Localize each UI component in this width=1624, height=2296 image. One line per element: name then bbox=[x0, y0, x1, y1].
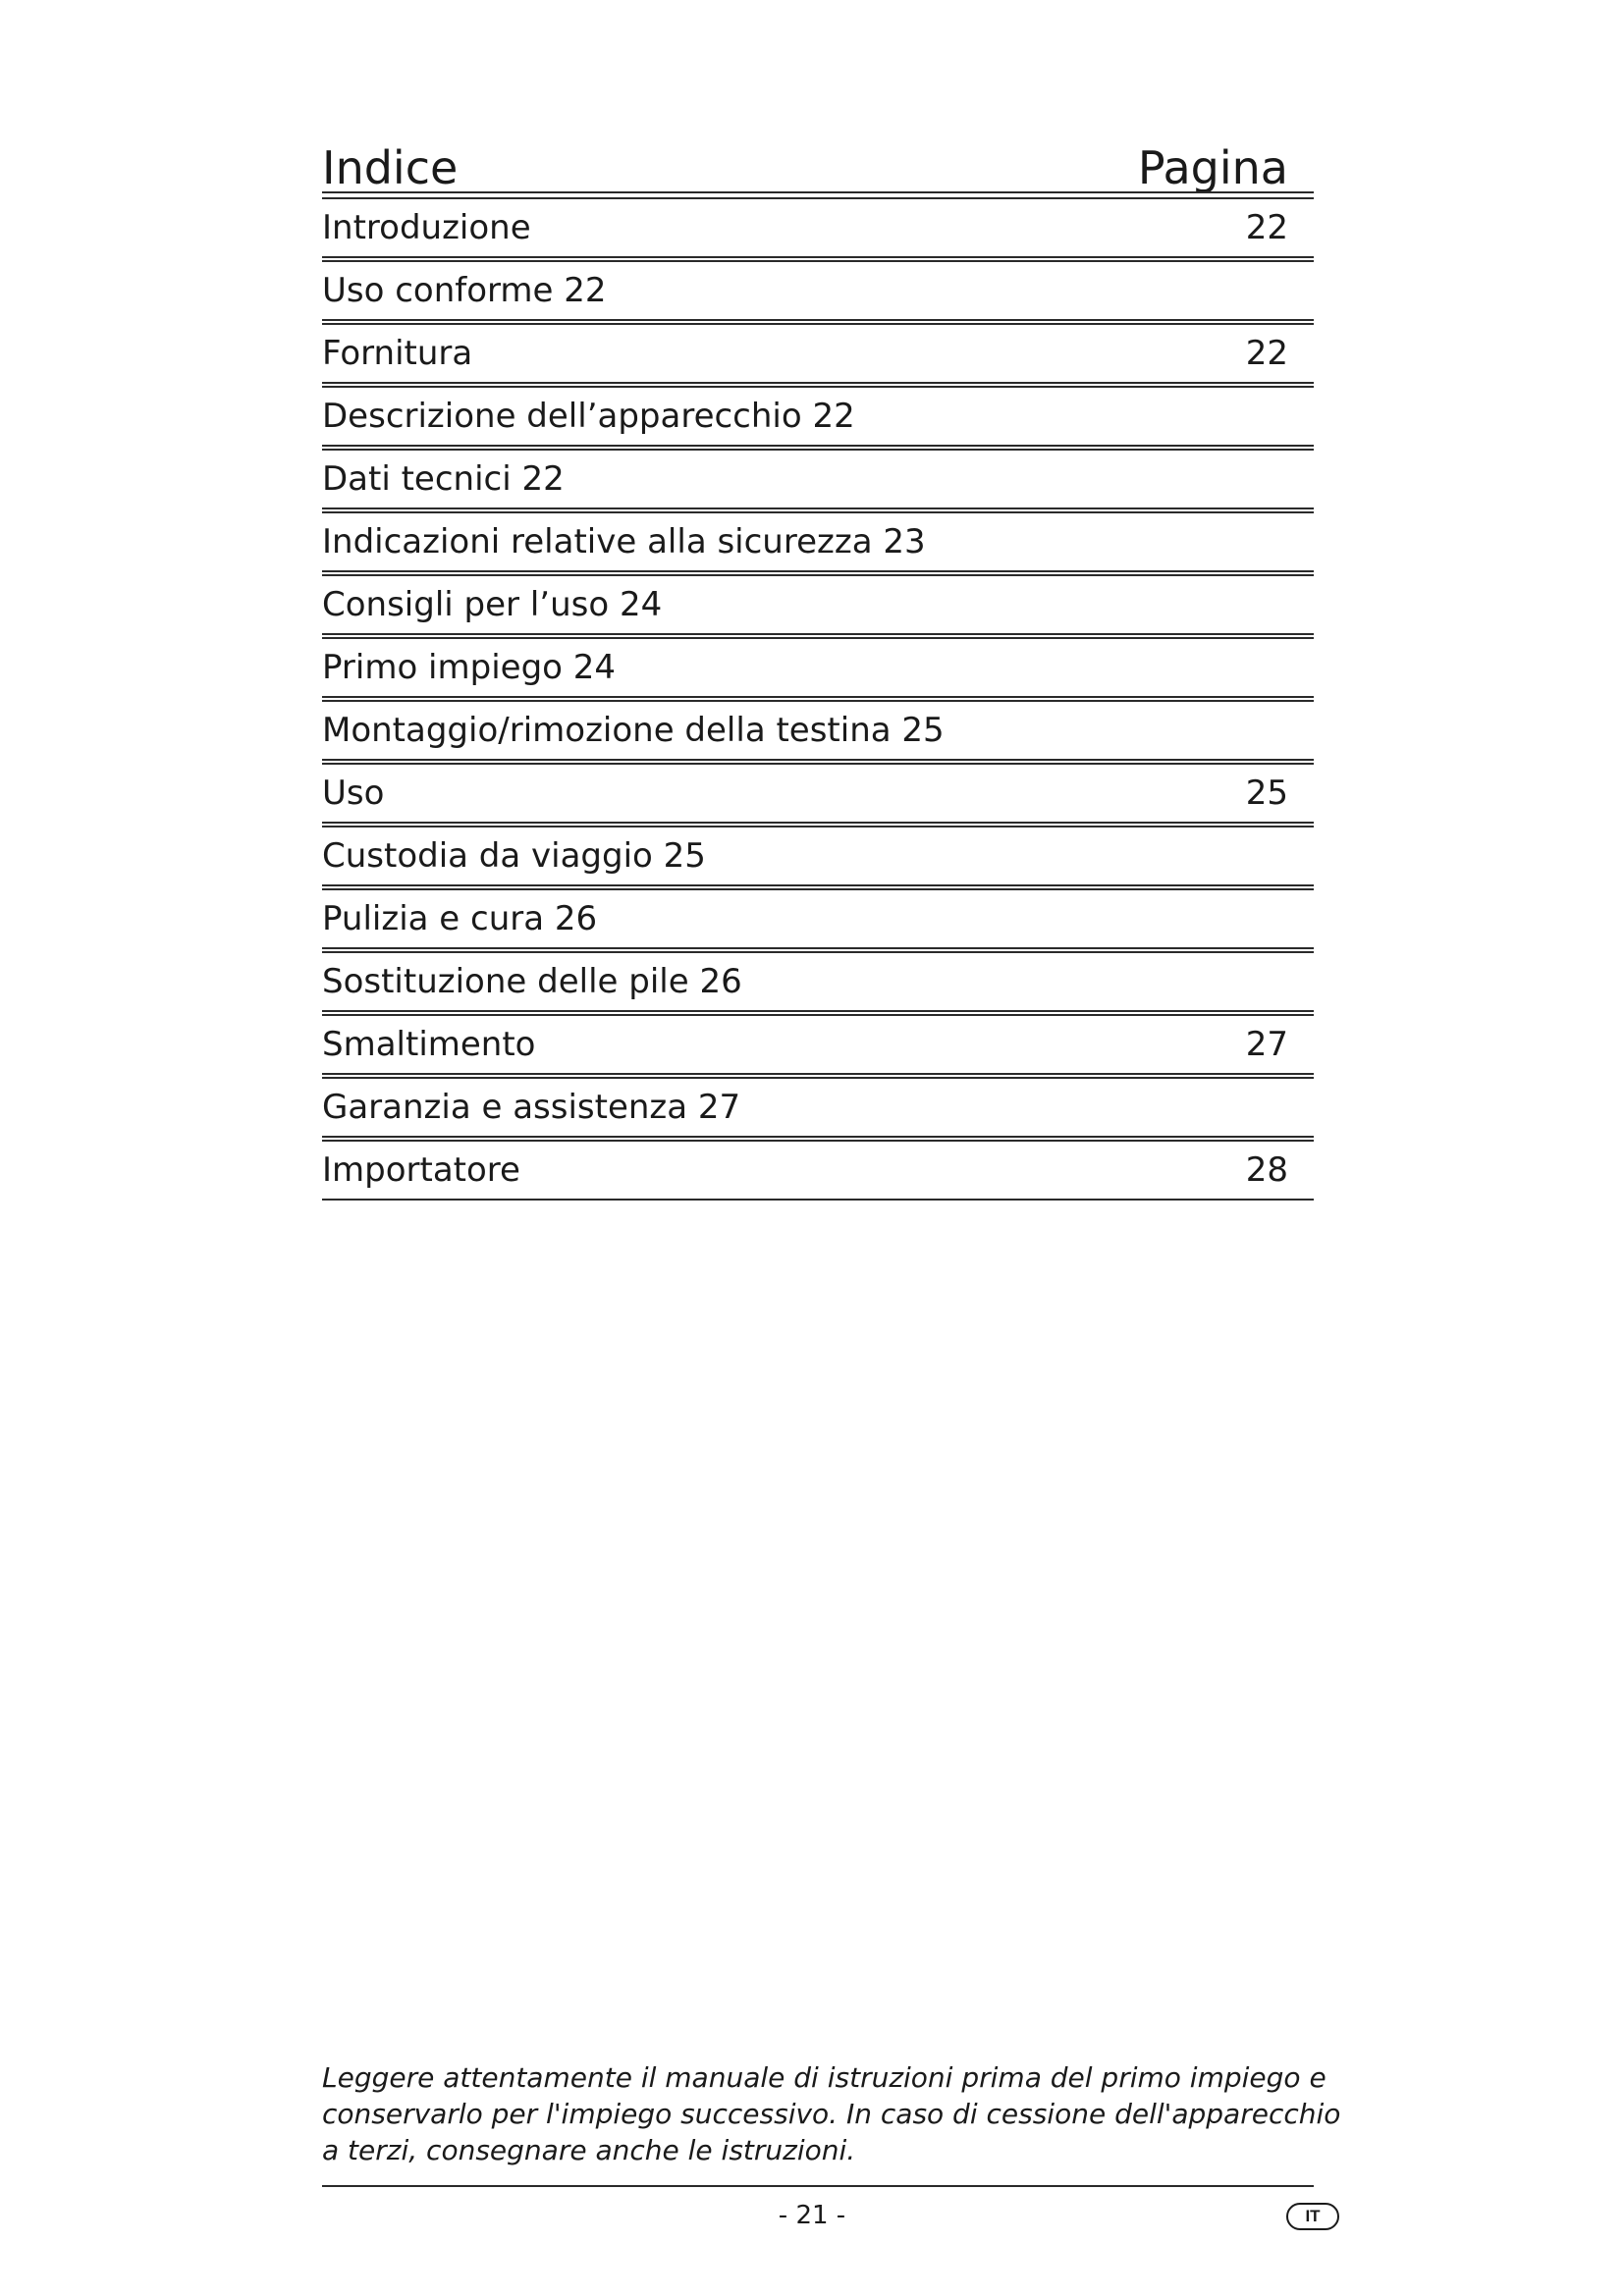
footer-rule bbox=[322, 2185, 1314, 2187]
toc-entry-title: Dati tecnici 22 bbox=[322, 459, 565, 499]
toc-entry bbox=[322, 1016, 1314, 1073]
toc-entry-title: Importatore bbox=[322, 1150, 520, 1190]
toc-entry-title: Custodia da viaggio 25 bbox=[322, 836, 706, 876]
page-number: - 21 - bbox=[778, 2201, 846, 2230]
toc-entry-title: Indicazioni relative alla sicurezza 23 bbox=[322, 522, 926, 561]
toc-entry-page: 28 bbox=[1245, 1150, 1288, 1190]
toc-entry-title: Introduzione bbox=[322, 208, 531, 247]
toc-entry bbox=[322, 1079, 1314, 1136]
toc-entry bbox=[322, 953, 1314, 1010]
toc-entry-title: Smaltimento bbox=[322, 1025, 536, 1064]
toc-entry-page: 22 bbox=[1245, 334, 1288, 373]
toc-entry-title: Uso bbox=[322, 774, 385, 813]
toc-entry-page: 25 bbox=[1245, 774, 1288, 813]
toc-entry bbox=[322, 388, 1314, 445]
toc-entry-title: Consigli per l’uso 24 bbox=[322, 585, 663, 624]
toc-separator bbox=[322, 1199, 1314, 1201]
toc-entry bbox=[322, 765, 1314, 822]
footer-note-line: Leggere attentamente il manuale di istruzioni prima del primo impiego e bbox=[322, 2061, 1326, 2094]
toc-header bbox=[322, 126, 1314, 194]
toc-page-column-label: Pagina bbox=[1137, 141, 1288, 194]
toc-entry-title: Sostituzione delle pile 26 bbox=[322, 962, 742, 1001]
toc-entry bbox=[322, 639, 1314, 696]
toc-entry bbox=[322, 1142, 1314, 1199]
toc-entry bbox=[322, 702, 1314, 759]
toc-list bbox=[322, 199, 1314, 1201]
language-badge: IT bbox=[1286, 2203, 1339, 2230]
toc-entry bbox=[322, 890, 1314, 947]
toc-entry-title: Montaggio/rimozione della testina 25 bbox=[322, 711, 945, 750]
toc-entry bbox=[322, 451, 1314, 507]
toc-entry-title: Garanzia e assistenza 27 bbox=[322, 1088, 741, 1127]
toc-entry-page: 27 bbox=[1245, 1025, 1288, 1064]
toc-entry-page: 22 bbox=[1245, 208, 1288, 247]
toc-entry bbox=[322, 828, 1314, 884]
toc-entry-title: Uso conforme 22 bbox=[322, 271, 607, 310]
toc-entry bbox=[322, 262, 1314, 319]
toc-entry bbox=[322, 325, 1314, 382]
toc-entry bbox=[322, 513, 1314, 570]
footer-note-line: a terzi, consegnare anche le istruzioni. bbox=[322, 2134, 856, 2166]
footer-note-line: conservarlo per l'impiego successivo. In caso di cessione dell'apparecchio bbox=[322, 2098, 1341, 2130]
toc-entry bbox=[322, 576, 1314, 633]
toc-entry-title: Fornitura bbox=[322, 334, 473, 373]
toc-entry-title: Descrizione dell’apparecchio 22 bbox=[322, 397, 855, 436]
toc-entry-title: Pulizia e cura 26 bbox=[322, 899, 598, 938]
footer-note bbox=[322, 2059, 1341, 2168]
header-double-rule bbox=[322, 191, 1314, 199]
toc-entry-title: Primo impiego 24 bbox=[322, 648, 617, 687]
toc-title: Indice bbox=[322, 141, 459, 194]
toc-entry bbox=[322, 199, 1314, 256]
